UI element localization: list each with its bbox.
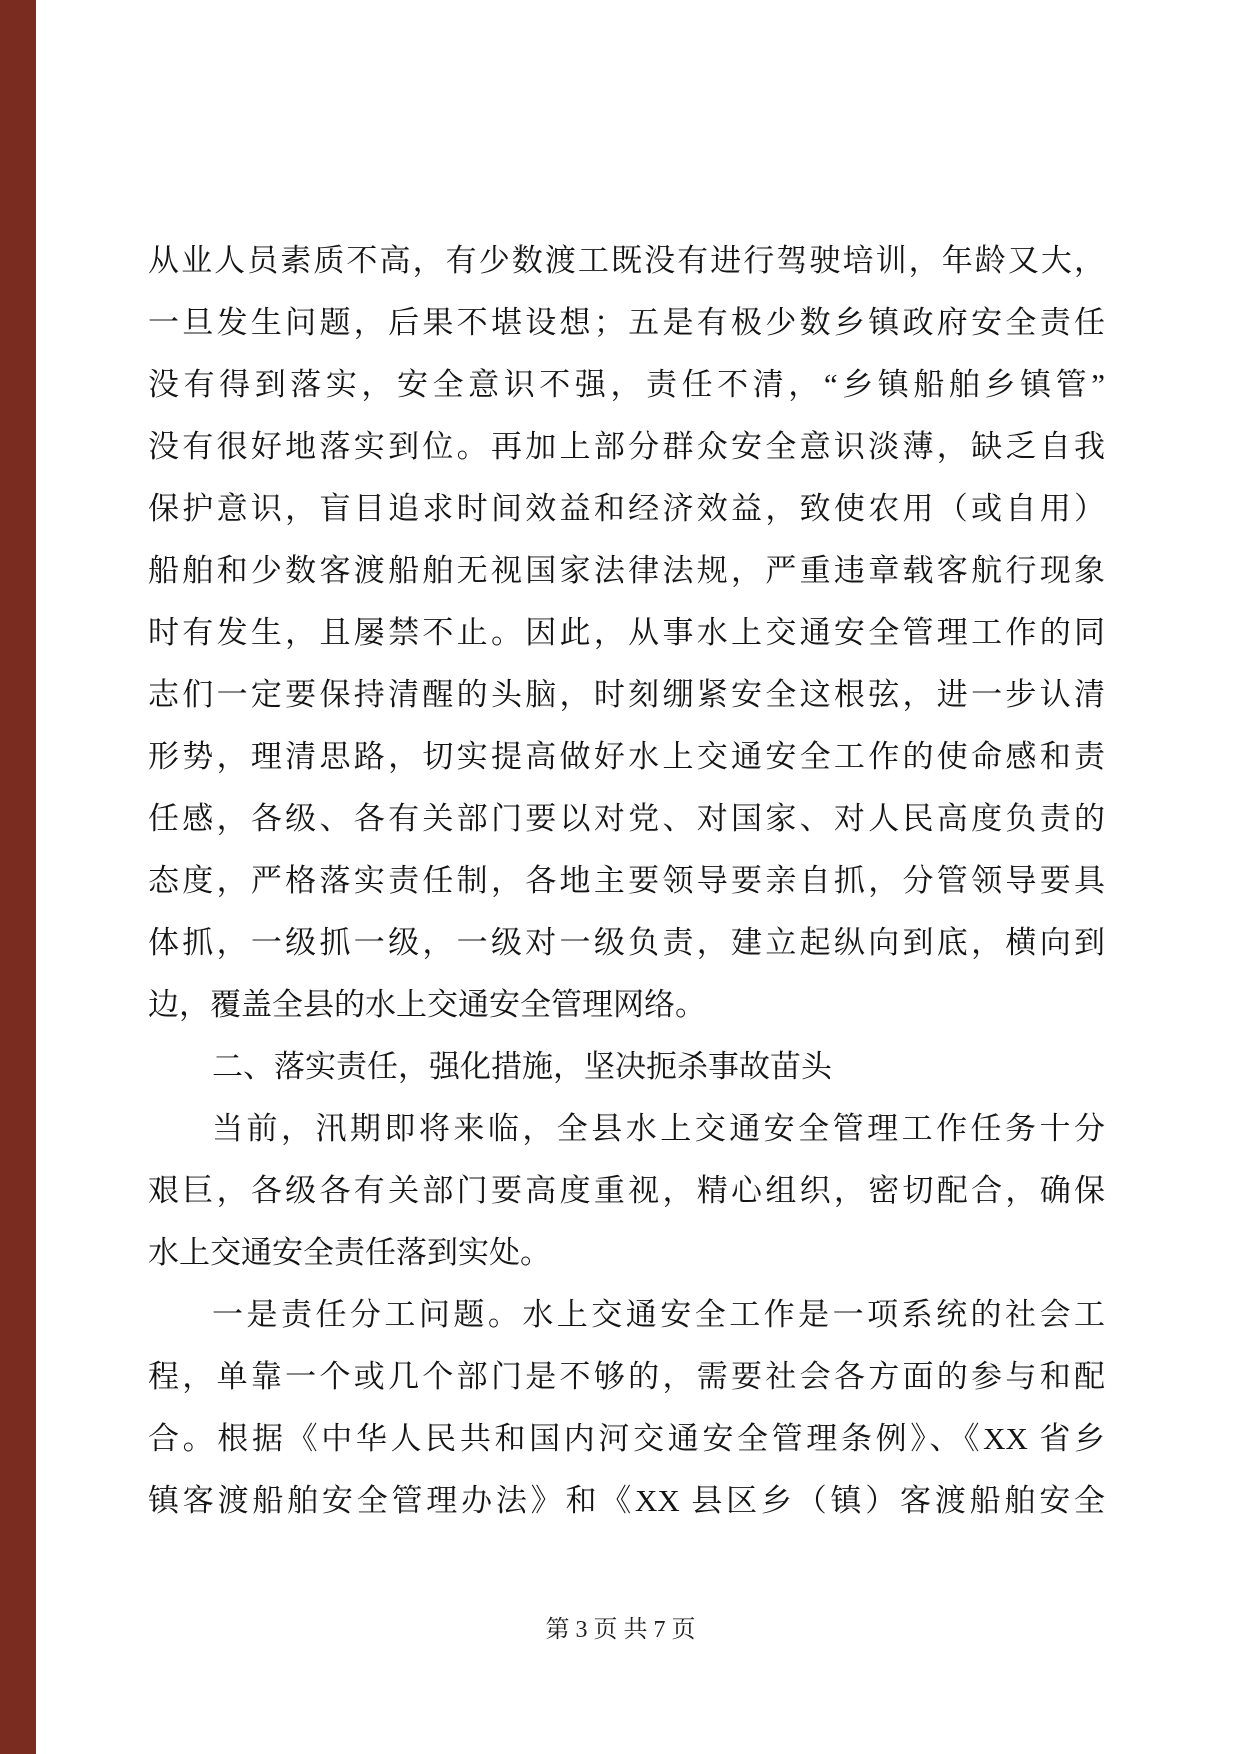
- text-line: 体抓，一级抓一级，一级对一级负责，建立起纵向到底，横向到: [148, 925, 1105, 960]
- text-line: 保护意识，盲目追求时间效益和经济效益，致使农用（或自用）: [148, 491, 1105, 526]
- text-line: 当前，汛期即将来临，全县水上交通安全管理工作任务十分: [212, 1111, 1105, 1146]
- left-accent-bar: [0, 0, 36, 1754]
- text-line: 形势，理清思路，切实提高做好水上交通安全工作的使命感和责: [148, 739, 1105, 774]
- text-line: 任感，各级、各有关部门要以对党、对国家、对人民高度负责的: [148, 801, 1105, 836]
- text-line: 程，单靠一个或几个部门是不够的，需要社会各方面的参与和配: [148, 1359, 1105, 1394]
- page-footer: [0, 1612, 1241, 1648]
- text-line: 二、落实责任，强化措施，坚决扼杀事故苗头: [212, 1049, 832, 1084]
- text-line: 水上交通安全责任落到实处。: [148, 1235, 551, 1270]
- text-line: 镇客渡船舶安全管理办法》和《XX 县区乡（镇）客渡船舶安全: [148, 1483, 1105, 1518]
- text-line: 从业人员素质不高，有少数渡工既没有进行驾驶培训，年龄又大，: [148, 243, 1105, 278]
- text-line: 时有发生，且屡禁不止。因此，从事水上交通安全管理工作的同: [148, 615, 1105, 650]
- text-line: 一旦发生问题，后果不堪设想；五是有极少数乡镇政府安全责任: [148, 305, 1105, 340]
- text-line: 合。根据《中华人民共和国内河交通安全管理条例》、《XX 省乡: [148, 1421, 1105, 1456]
- document-body: [148, 230, 1105, 1532]
- text-line: 没有得到落实，安全意识不强，责任不清，“乡镇船舶乡镇管”: [148, 367, 1105, 402]
- text-line: 态度，严格落实责任制，各地主要领导要亲自抓，分管领导要具: [148, 863, 1105, 898]
- text-line: 艰巨，各级各有关部门要高度重视，精心组织，密切配合，确保: [148, 1173, 1105, 1208]
- text-line: 没有很好地落实到位。再加上部分群众安全意识淡薄，缺乏自我: [148, 429, 1105, 464]
- page-number: 第 3 页 共 7 页: [545, 1617, 696, 1643]
- text-line: 志们一定要保持清醒的头脑，时刻绷紧安全这根弦，进一步认清: [148, 677, 1105, 712]
- text-line: 船舶和少数客渡船舶无视国家法律法规，严重违章载客航行现象: [148, 553, 1105, 588]
- text-line: 一是责任分工问题。水上交通安全工作是一项系统的社会工: [212, 1297, 1105, 1332]
- text-line: 边，覆盖全县的水上交通安全管理网络。: [148, 987, 706, 1022]
